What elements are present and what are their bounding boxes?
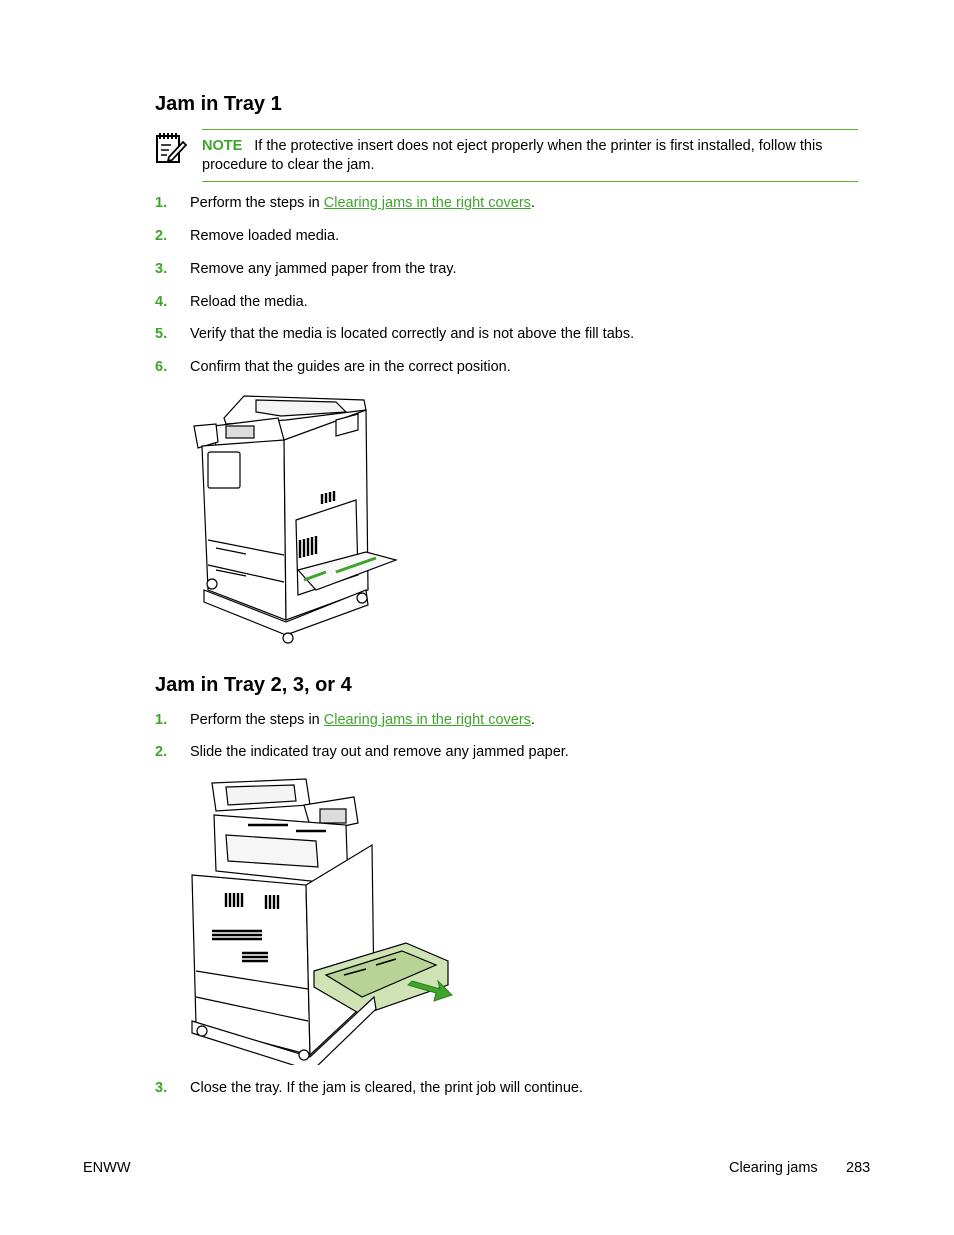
note-pencil-icon <box>155 131 187 165</box>
step-number: 4. <box>155 294 168 310</box>
step-number: 3. <box>155 261 168 277</box>
step-number: 1. <box>155 712 168 728</box>
list-item <box>155 293 308 311</box>
note-box <box>202 129 858 182</box>
link-clearing-jams-right-covers[interactable]: Clearing jams in the right covers <box>323 712 531 728</box>
note-text-block <box>202 137 852 175</box>
heading-jam-tray-1: Jam in Tray 1 <box>155 93 282 115</box>
printer-tray1-illustration <box>186 390 401 645</box>
list-item <box>155 194 535 212</box>
list-item <box>155 260 456 278</box>
step-text: Perform the steps in <box>190 712 324 728</box>
step-number: 1. <box>155 195 168 211</box>
link-clearing-jams-right-covers[interactable]: Clearing jams in the right covers <box>323 195 531 211</box>
footer-page-number: 283 <box>846 1160 871 1176</box>
step-text: Reload the media. <box>190 294 308 310</box>
step-number: 6. <box>155 359 168 375</box>
footer-left: ENWW <box>83 1160 131 1176</box>
step-text-end: . <box>530 712 535 728</box>
step-text: Remove any jammed paper from the tray. <box>190 261 457 277</box>
step-text: Verify that the media is located correctly and is not above the fill tabs. <box>190 326 635 342</box>
list-item <box>155 227 339 245</box>
step-text: Slide the indicated tray out and remove any jammed paper. <box>190 744 569 760</box>
list-item <box>155 325 634 343</box>
step-number: 2. <box>155 744 168 760</box>
step-text: Confirm that the guides are in the correct position. <box>190 359 511 375</box>
step-text: Perform the steps in <box>190 195 324 211</box>
note-body: If the protective insert does not eject properly when the printer is first installed, follow this procedure to clear the jam. <box>202 138 823 173</box>
printer-tray-drawer-illustration <box>186 775 461 1065</box>
step-number: 5. <box>155 326 168 342</box>
list-item <box>155 743 569 761</box>
step-text: Close the tray. If the jam is cleared, the print job will continue. <box>190 1080 584 1096</box>
step-text: Remove loaded media. <box>190 228 340 244</box>
step-number: 3. <box>155 1080 168 1096</box>
heading-jam-tray-2-3-4: Jam in Tray 2, 3, or 4 <box>155 674 352 696</box>
step-number: 2. <box>155 228 168 244</box>
list-item <box>155 711 535 729</box>
list-item <box>155 1079 583 1097</box>
list-item <box>155 358 511 376</box>
step-text-end: . <box>530 195 535 211</box>
footer-section: Clearing jams <box>729 1160 818 1176</box>
note-label: NOTE <box>202 138 243 154</box>
